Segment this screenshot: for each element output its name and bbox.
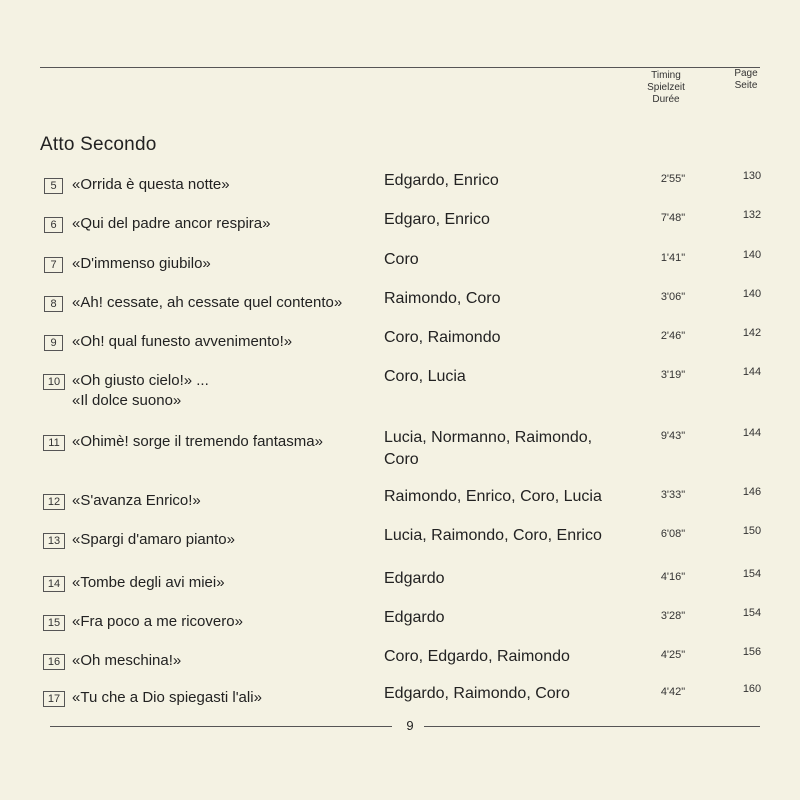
track-title	[72, 491, 382, 511]
track-singers-line: Edgaro, Enrico	[384, 211, 490, 228]
track-number: 9	[44, 335, 63, 351]
track-page: 130	[742, 170, 762, 182]
track-duration: 6'08"	[660, 528, 686, 540]
track-singers-line: Edgardo, Enrico	[384, 172, 499, 189]
track-singers-line: Coro	[384, 451, 419, 468]
track-number: 6	[44, 217, 63, 233]
track-title	[72, 214, 382, 234]
track-number: 16	[43, 654, 65, 670]
track-title	[72, 175, 382, 195]
track-title	[72, 651, 382, 671]
top-rule	[40, 67, 760, 68]
track-singers-line: Edgardo	[384, 570, 445, 587]
track-title	[72, 371, 382, 411]
track-duration: 3'33"	[660, 489, 686, 501]
track-title-line: «Tu che a Dio spiegasti l'ali»	[72, 689, 262, 706]
track-singers	[384, 170, 644, 192]
track-duration: 3'28"	[660, 610, 686, 622]
track-title	[72, 432, 382, 452]
track-title-line: «Ohimè! sorge il tremendo fantasma»	[72, 433, 323, 450]
track-page: 140	[742, 249, 762, 261]
track-title-line: «Tombe degli avi miei»	[72, 574, 225, 591]
track-singers-line: Coro, Edgardo, Raimondo	[384, 648, 570, 665]
track-title	[72, 254, 382, 274]
track-singers	[384, 568, 644, 590]
track-duration: 1'41"	[660, 252, 686, 264]
track-singers	[384, 607, 644, 629]
track-page: 146	[742, 486, 762, 498]
track-title-line: «Qui del padre ancor respira»	[72, 215, 271, 232]
track-number: 13	[43, 533, 65, 549]
track-title-line: «Fra poco a me ricovero»	[72, 613, 243, 630]
page-column-header: Page Seite	[734, 68, 758, 91]
track-duration: 7'48"	[660, 212, 686, 224]
track-page: 132	[742, 209, 762, 221]
track-title	[72, 573, 382, 593]
track-singers-line: Edgardo	[384, 609, 445, 626]
track-title-line: «Oh! qual funesto avvenimento!»	[72, 333, 293, 350]
track-number: 12	[43, 494, 65, 510]
track-singers-line: Coro	[384, 251, 419, 268]
track-singers	[384, 486, 644, 508]
track-number: 7	[44, 257, 63, 273]
track-page: 154	[742, 607, 762, 619]
footer	[50, 720, 760, 732]
track-singers-line: Lucia, Normanno, Raimondo,	[384, 429, 593, 446]
track-duration: 9'43"	[660, 430, 686, 442]
track-title-line: «S'avanza Enrico!»	[72, 492, 201, 509]
track-title-line: «Il dolce suono»	[72, 392, 182, 409]
track-singers-line: Raimondo, Enrico, Coro, Lucia	[384, 488, 602, 505]
track-number: 5	[44, 178, 63, 194]
track-duration: 4'25"	[660, 649, 686, 661]
track-page: 142	[742, 327, 762, 339]
track-singers-line: Raimondo, Coro	[384, 290, 501, 307]
track-duration: 3'06"	[660, 291, 686, 303]
track-singers	[384, 646, 644, 668]
track-singers-line: Lucia, Raimondo, Coro, Enrico	[384, 527, 602, 544]
track-number: 15	[43, 615, 65, 631]
track-page: 160	[742, 683, 762, 695]
timing-column-header: Timing Spielzeit Durée	[647, 70, 685, 105]
section-title: Atto Secondo	[40, 134, 157, 155]
track-singers	[384, 288, 644, 310]
track-title-line: «D'immenso giubilo»	[72, 255, 211, 272]
track-duration: 4'16"	[660, 571, 686, 583]
track-singers-line: Edgardo, Raimondo, Coro	[384, 685, 570, 702]
track-singers	[384, 249, 644, 271]
track-page: 140	[742, 288, 762, 300]
track-page: 144	[742, 366, 762, 378]
track-singers	[384, 427, 644, 471]
track-singers-line: Coro, Raimondo	[384, 329, 501, 346]
track-title	[72, 612, 382, 632]
track-singers	[384, 366, 644, 388]
track-title-line: «Oh meschina!»	[72, 652, 182, 669]
track-duration: 2'46"	[660, 330, 686, 342]
track-page: 144	[742, 427, 762, 439]
track-duration: 3'19"	[660, 369, 686, 381]
track-singers-line: Coro, Lucia	[384, 368, 466, 385]
track-duration: 2'55"	[660, 173, 686, 185]
track-number: 10	[43, 374, 65, 390]
track-singers	[384, 209, 644, 231]
track-title	[72, 293, 382, 313]
track-number: 8	[44, 296, 63, 312]
track-singers	[384, 525, 644, 547]
track-number: 11	[43, 435, 65, 451]
track-title	[72, 530, 382, 550]
track-number: 14	[43, 576, 65, 592]
track-title	[72, 688, 382, 708]
track-title-line: «Oh giusto cielo!» ...	[72, 372, 209, 389]
track-page: 156	[742, 646, 762, 658]
track-page: 150	[742, 525, 762, 537]
track-singers	[384, 327, 644, 349]
track-title	[72, 332, 382, 352]
track-singers	[384, 683, 644, 705]
track-title-line: «Orrida è questa notte»	[72, 176, 230, 193]
track-title-line: «Spargi d'amaro pianto»	[72, 531, 235, 548]
footer-rule-right	[424, 726, 760, 727]
footer-rule-left	[50, 726, 392, 727]
track-number: 17	[43, 691, 65, 707]
page-number: 9	[406, 718, 414, 733]
track-duration: 4'42"	[660, 686, 686, 698]
track-page: 154	[742, 568, 762, 580]
track-title-line: «Ah! cessate, ah cessate quel contento»	[72, 294, 343, 311]
